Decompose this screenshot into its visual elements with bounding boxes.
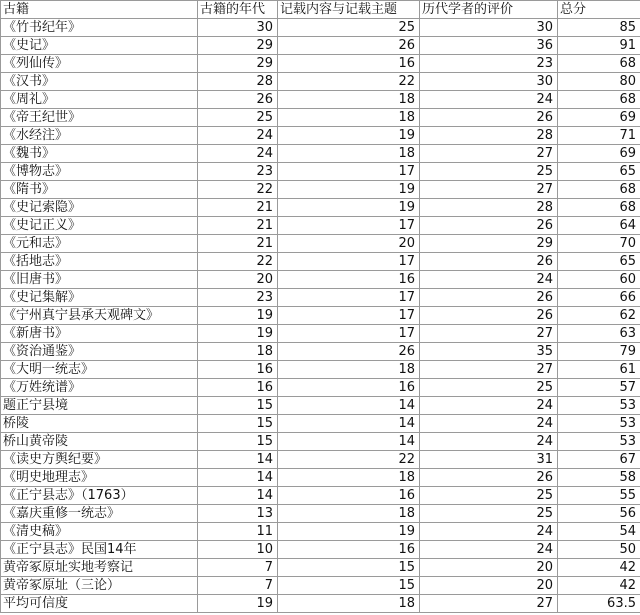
evaluation-score-cell: 31 (420, 451, 558, 469)
book-name-cell: 《列仙传》 (1, 55, 198, 73)
total-score-cell: 57 (558, 379, 640, 397)
evaluation-score-cell: 24 (420, 271, 558, 289)
table-row (1, 433, 640, 451)
era-score-cell: 24 (198, 127, 278, 145)
era-score-cell: 19 (198, 307, 278, 325)
table-row (1, 217, 640, 235)
book-name-cell: 《隋书》 (1, 181, 198, 199)
content-score-cell: 17 (278, 307, 420, 325)
evaluation-score-cell: 25 (420, 505, 558, 523)
total-score-cell: 63.5 (558, 595, 640, 613)
book-name-cell: 《汉书》 (1, 73, 198, 91)
table-row (1, 361, 640, 379)
book-name-cell: 《新唐书》 (1, 325, 198, 343)
table-row (1, 199, 640, 217)
era-score-cell: 14 (198, 469, 278, 487)
content-score-cell: 20 (278, 235, 420, 253)
evaluation-score-cell: 28 (420, 127, 558, 145)
evaluation-score-cell: 26 (420, 253, 558, 271)
book-name-cell: 《宁州真宁县承天观碑文》 (1, 307, 198, 325)
evaluation-score-cell: 24 (420, 397, 558, 415)
content-score-cell: 18 (278, 145, 420, 163)
total-score-cell: 68 (558, 181, 640, 199)
total-score-cell: 69 (558, 145, 640, 163)
era-score-cell: 21 (198, 217, 278, 235)
book-name-cell: 《万姓统谱》 (1, 379, 198, 397)
table-row (1, 181, 640, 199)
total-score-cell: 85 (558, 19, 640, 37)
table-row (1, 541, 640, 559)
evaluation-score-cell: 26 (420, 217, 558, 235)
book-name-cell: 桥陵 (1, 415, 198, 433)
content-score-cell: 18 (278, 505, 420, 523)
header-book: 古籍 (1, 1, 198, 19)
era-score-cell: 14 (198, 451, 278, 469)
book-name-cell: 《元和志》 (1, 235, 198, 253)
book-name-cell: 《水经注》 (1, 127, 198, 145)
table-row (1, 253, 640, 271)
total-score-cell: 79 (558, 343, 640, 361)
total-score-cell: 68 (558, 55, 640, 73)
book-name-cell: 《博物志》 (1, 163, 198, 181)
book-name-cell: 《括地志》 (1, 253, 198, 271)
header-row (1, 1, 640, 19)
evaluation-score-cell: 20 (420, 559, 558, 577)
total-score-cell: 61 (558, 361, 640, 379)
content-score-cell: 18 (278, 109, 420, 127)
evaluation-score-cell: 20 (420, 577, 558, 595)
evaluation-score-cell: 26 (420, 109, 558, 127)
total-score-cell: 68 (558, 91, 640, 109)
book-name-cell: 《读史方舆纪要》 (1, 451, 198, 469)
content-score-cell: 19 (278, 181, 420, 199)
era-score-cell: 23 (198, 163, 278, 181)
book-name-cell: 《史记集解》 (1, 289, 198, 307)
header-content: 记载内容与记载主题 (278, 1, 420, 19)
evaluation-score-cell: 27 (420, 145, 558, 163)
evaluation-score-cell: 30 (420, 73, 558, 91)
era-score-cell: 25 (198, 109, 278, 127)
era-score-cell: 14 (198, 487, 278, 505)
content-score-cell: 14 (278, 397, 420, 415)
book-name-cell: 《史记》 (1, 37, 198, 55)
era-score-cell: 29 (198, 55, 278, 73)
era-score-cell: 21 (198, 199, 278, 217)
book-name-cell: 桥山黄帝陵 (1, 433, 198, 451)
content-score-cell: 19 (278, 127, 420, 145)
content-score-cell: 19 (278, 523, 420, 541)
table-row (1, 523, 640, 541)
evaluation-score-cell: 29 (420, 235, 558, 253)
content-score-cell: 22 (278, 73, 420, 91)
content-score-cell: 16 (278, 379, 420, 397)
total-score-cell: 70 (558, 235, 640, 253)
table-row (1, 289, 640, 307)
era-score-cell: 26 (198, 91, 278, 109)
table-row (1, 55, 640, 73)
total-score-cell: 42 (558, 577, 640, 595)
era-score-cell: 30 (198, 19, 278, 37)
table-row (1, 577, 640, 595)
book-name-cell: 题正宁县境 (1, 397, 198, 415)
content-score-cell: 18 (278, 595, 420, 613)
era-score-cell: 18 (198, 343, 278, 361)
total-score-cell: 64 (558, 217, 640, 235)
table-row (1, 145, 640, 163)
table-row (1, 415, 640, 433)
book-name-cell: 《帝王纪世》 (1, 109, 198, 127)
era-score-cell: 7 (198, 577, 278, 595)
evaluation-score-cell: 36 (420, 37, 558, 55)
book-name-cell: 《周礼》 (1, 91, 198, 109)
table-row (1, 109, 640, 127)
era-score-cell: 19 (198, 595, 278, 613)
table-row (1, 235, 640, 253)
evaluation-score-cell: 27 (420, 325, 558, 343)
book-name-cell: 平均可信度 (1, 595, 198, 613)
content-score-cell: 17 (278, 217, 420, 235)
era-score-cell: 28 (198, 73, 278, 91)
era-score-cell: 20 (198, 271, 278, 289)
book-name-cell: 《正宁县志》民国14年 (1, 541, 198, 559)
total-score-cell: 68 (558, 199, 640, 217)
table-row (1, 271, 640, 289)
total-score-cell: 54 (558, 523, 640, 541)
total-score-cell: 69 (558, 109, 640, 127)
evaluation-score-cell: 26 (420, 289, 558, 307)
book-name-cell: 《清史稿》 (1, 523, 198, 541)
era-score-cell: 21 (198, 235, 278, 253)
table-row (1, 91, 640, 109)
era-score-cell: 23 (198, 289, 278, 307)
table-row (1, 307, 640, 325)
table-body (1, 19, 640, 613)
total-score-cell: 62 (558, 307, 640, 325)
total-score-cell: 80 (558, 73, 640, 91)
content-score-cell: 15 (278, 559, 420, 577)
total-score-cell: 66 (558, 289, 640, 307)
era-score-cell: 10 (198, 541, 278, 559)
total-score-cell: 42 (558, 559, 640, 577)
table-row (1, 487, 640, 505)
era-score-cell: 22 (198, 253, 278, 271)
era-score-cell: 19 (198, 325, 278, 343)
book-name-cell: 《史记索隐》 (1, 199, 198, 217)
content-score-cell: 25 (278, 19, 420, 37)
total-score-cell: 67 (558, 451, 640, 469)
evaluation-score-cell: 23 (420, 55, 558, 73)
book-name-cell: 《魏书》 (1, 145, 198, 163)
book-name-cell: 黄帝冢原址（三论） (1, 577, 198, 595)
table-row (1, 379, 640, 397)
table-row (1, 343, 640, 361)
total-score-cell: 58 (558, 469, 640, 487)
content-score-cell: 18 (278, 469, 420, 487)
book-name-cell: 《明史地理志》 (1, 469, 198, 487)
content-score-cell: 18 (278, 361, 420, 379)
content-score-cell: 15 (278, 577, 420, 595)
content-score-cell: 16 (278, 55, 420, 73)
era-score-cell: 24 (198, 145, 278, 163)
total-score-cell: 65 (558, 253, 640, 271)
content-score-cell: 17 (278, 289, 420, 307)
header-era: 古籍的年代 (198, 1, 278, 19)
total-score-cell: 65 (558, 163, 640, 181)
table-row (1, 163, 640, 181)
era-score-cell: 16 (198, 379, 278, 397)
content-score-cell: 26 (278, 37, 420, 55)
total-score-cell: 56 (558, 505, 640, 523)
era-score-cell: 15 (198, 415, 278, 433)
content-score-cell: 17 (278, 253, 420, 271)
table-row (1, 595, 640, 613)
content-score-cell: 19 (278, 199, 420, 217)
header-total: 总分 (558, 1, 640, 19)
book-name-cell: 黄帝冢原址实地考察记 (1, 559, 198, 577)
era-score-cell: 22 (198, 181, 278, 199)
content-score-cell: 22 (278, 451, 420, 469)
era-score-cell: 29 (198, 37, 278, 55)
content-score-cell: 17 (278, 163, 420, 181)
content-score-cell: 16 (278, 271, 420, 289)
content-score-cell: 18 (278, 91, 420, 109)
content-score-cell: 26 (278, 343, 420, 361)
evaluation-score-cell: 26 (420, 469, 558, 487)
evaluation-score-cell: 27 (420, 595, 558, 613)
evaluation-score-cell: 24 (420, 541, 558, 559)
content-score-cell: 16 (278, 541, 420, 559)
era-score-cell: 15 (198, 397, 278, 415)
total-score-cell: 63 (558, 325, 640, 343)
evaluation-score-cell: 30 (420, 19, 558, 37)
evaluation-score-cell: 25 (420, 163, 558, 181)
era-score-cell: 15 (198, 433, 278, 451)
book-name-cell: 《资治通鉴》 (1, 343, 198, 361)
table-row (1, 469, 640, 487)
book-name-cell: 《旧唐书》 (1, 271, 198, 289)
book-name-cell: 《竹书纪年》 (1, 19, 198, 37)
era-score-cell: 13 (198, 505, 278, 523)
content-score-cell: 17 (278, 325, 420, 343)
era-score-cell: 7 (198, 559, 278, 577)
total-score-cell: 53 (558, 415, 640, 433)
table-row (1, 559, 640, 577)
total-score-cell: 60 (558, 271, 640, 289)
era-score-cell: 16 (198, 361, 278, 379)
evaluation-score-cell: 24 (420, 91, 558, 109)
evaluation-score-cell: 25 (420, 487, 558, 505)
header-evaluation: 历代学者的评价 (420, 1, 558, 19)
content-score-cell: 14 (278, 415, 420, 433)
book-name-cell: 《嘉庆重修一统志》 (1, 505, 198, 523)
table-row (1, 451, 640, 469)
table-row (1, 397, 640, 415)
content-score-cell: 14 (278, 433, 420, 451)
evaluation-score-cell: 26 (420, 307, 558, 325)
table-row (1, 127, 640, 145)
evaluation-score-cell: 24 (420, 523, 558, 541)
book-name-cell: 《正宁县志》（1763） (1, 487, 198, 505)
evaluation-score-cell: 35 (420, 343, 558, 361)
total-score-cell: 55 (558, 487, 640, 505)
evaluation-score-cell: 25 (420, 379, 558, 397)
total-score-cell: 71 (558, 127, 640, 145)
book-name-cell: 《史记正义》 (1, 217, 198, 235)
book-name-cell: 《大明一统志》 (1, 361, 198, 379)
evaluation-score-cell: 27 (420, 361, 558, 379)
table-row (1, 325, 640, 343)
table-row (1, 37, 640, 55)
total-score-cell: 50 (558, 541, 640, 559)
table-row (1, 73, 640, 91)
evaluation-score-cell: 24 (420, 415, 558, 433)
evaluation-score-cell: 28 (420, 199, 558, 217)
table-row (1, 505, 640, 523)
evaluation-score-cell: 27 (420, 181, 558, 199)
evaluation-score-cell: 24 (420, 433, 558, 451)
total-score-cell: 91 (558, 37, 640, 55)
content-score-cell: 16 (278, 487, 420, 505)
era-score-cell: 11 (198, 523, 278, 541)
total-score-cell: 53 (558, 397, 640, 415)
table-row (1, 19, 640, 37)
total-score-cell: 53 (558, 433, 640, 451)
